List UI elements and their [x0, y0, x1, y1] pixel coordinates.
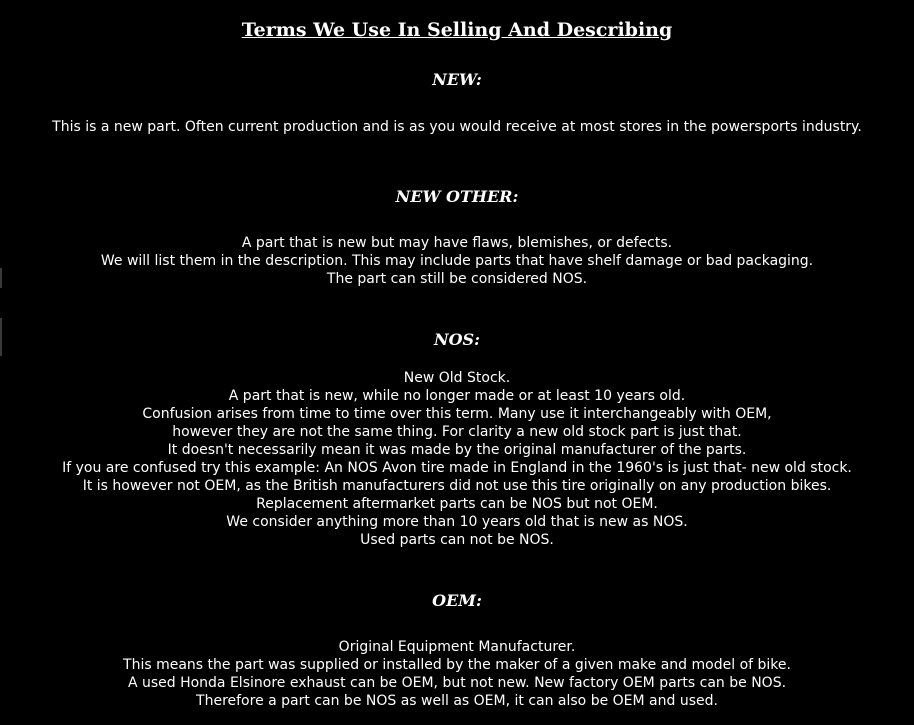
page-title: Terms We Use In Selling And Describing [241, 19, 673, 41]
body-line: If you are confused try this example: An NOS Avon tire made in England in the 1960's is just that- new old stock. [62, 460, 852, 476]
body-line: Original Equipment Manufacturer. [338, 639, 576, 655]
body-line: New Old Stock. [403, 370, 511, 386]
body-line: It doesn't necessarily mean it was made by the original manufacturer of the parts. [167, 442, 747, 458]
body-line: It is however not OEM, as the British manufacturers did not use this tire originally on any production bikes. [82, 478, 832, 494]
section-heading-new: NEW: [432, 70, 482, 89]
section-heading-new-other: NEW OTHER: [395, 187, 519, 206]
section-heading-nos: NOS: [433, 330, 481, 349]
section-body-nos [0, 369, 914, 549]
body-line: however they are not the same thing. For clarity a new old stock part is just that. [172, 424, 742, 440]
body-line: Therefore a part can be NOS as well as OEM, it can also be OEM and used. [196, 693, 718, 709]
body-line: We consider anything more than 10 years old that is new as NOS. [226, 514, 688, 530]
body-line: Confusion arises from time to time over this term. Many use it interchangeably with OEM, [142, 406, 772, 422]
body-line: A part that is new, while no longer made or at least 10 years old. [228, 388, 686, 404]
body-line: A used Honda Elsinore exhaust can be OEM, but not new. New factory OEM parts can be NOS. [127, 675, 787, 691]
body-line: We will list them in the description. This may include parts that have shelf damage or bad packaging. [100, 253, 814, 269]
section-heading-oem: OEM: [432, 591, 482, 610]
body-line: Replacement aftermarket parts can be NOS but not OEM. [256, 496, 658, 512]
section-body-new-other [0, 234, 914, 288]
body-line: A part that is new but may have flaws, blemishes, or defects. [241, 235, 673, 251]
body-line: This is a new part. Often current production and is as you would receive at most stores in the powersports industry. [52, 119, 862, 135]
section-body-oem [0, 638, 914, 710]
section-body-new [0, 118, 914, 136]
body-line: Used parts can not be NOS. [360, 532, 554, 548]
body-line: This means the part was supplied or installed by the maker of a given make and model of bike. [123, 657, 791, 673]
body-line: The part can still be considered NOS. [326, 271, 588, 287]
